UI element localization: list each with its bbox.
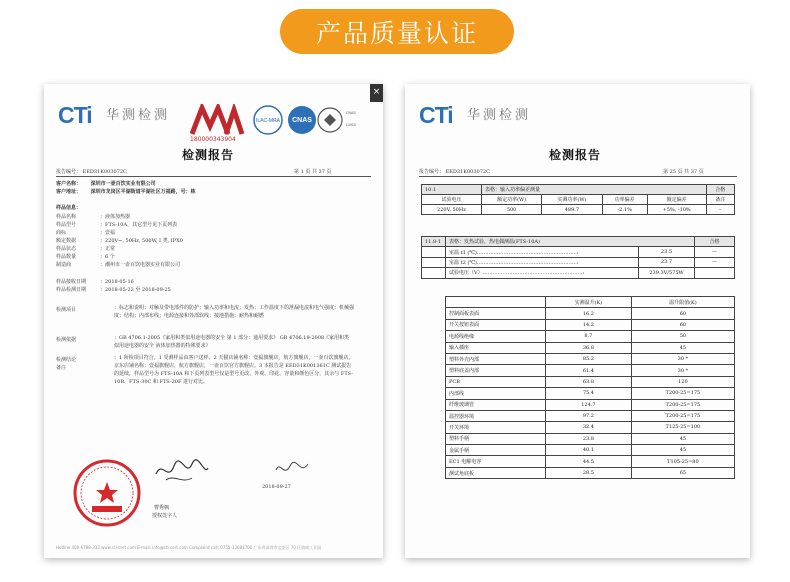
report-number: 报告编号： EED31K003072C (56, 169, 127, 175)
table-cell: 电源线绝缘 (446, 331, 546, 342)
field-row (56, 278, 134, 285)
table-row (422, 257, 735, 267)
clause-cell: 11.8-1 (422, 237, 446, 247)
temperature-rise-table (445, 296, 735, 479)
table-cell: T200-25=175 (631, 399, 734, 410)
cnas-logo-icon (288, 106, 316, 134)
page-number: 第 25 页 共 37 页 (663, 169, 704, 175)
table-cell: 45 (631, 445, 734, 456)
table-cell: 塑料底盖内部 (446, 365, 546, 376)
cnas-testing-logo-icon (318, 108, 356, 132)
table-cell: 开关按钮表面 (446, 319, 546, 330)
field-key: 样品型号 (56, 222, 77, 228)
footer-text: Hotline 400-6788-333 www.cti-cert.com E-mail: info@cti-cert.com Complaint call: 0755-33681700 广东省深圳市宝安区 70 区鸿威工业园 (56, 545, 322, 550)
notes-text: ：1 所检项目符合。1 受测样品由客户送样。2 天猫店铺名称：壹福旗舰店，航方旗舰店，一壶百饮旗舰店。京东店铺名称：壹福旗舰店，航方旗舰店，一壶百饮官方旗舰店。3 本报告是 EED31K001361C 测试报告的延续，样品型号为 FTS-10A 和下页列表型号仅是型号更改，外观、印花、容量和颜色区分，其余与 FTS-10B、FTS-30C 和 FTS-20F 进行对比。 (114, 355, 354, 385)
table-cell: 489.7 (542, 205, 602, 215)
table-cell: 16.2 (546, 308, 632, 319)
field-value: ：2018-05-22 至 2018-09-25 (100, 287, 171, 293)
table-cell (695, 268, 735, 278)
cti-logo (419, 102, 453, 129)
table-cell: 63.8 (546, 376, 632, 387)
table-heading: 表格：发热试验，热电偶测温(FTS-10A) (446, 237, 695, 247)
table-cell: 23.7 (638, 257, 694, 267)
address-value: 深圳市龙岗区平湖街道平湖社区万福路，号：栋 (90, 189, 196, 195)
table-header-cell: 温升限值(K) (631, 297, 734, 308)
cti-logo-cn: 华测检测 (467, 108, 532, 123)
table-row (446, 467, 735, 478)
table-cell: 124.7 (546, 399, 632, 410)
basis-text: ：GB 4706.1-2005《家用和类似用途电器的安全 第 1 部分：通用要求》 GB 4706.19-2008《家用和类似用途电器的安全 液体加热器的特殊要求》 (114, 335, 350, 349)
table-cell: – (706, 205, 735, 215)
divider (419, 176, 737, 177)
report-title: 检测报告 (549, 148, 602, 162)
table-cell: 50 (631, 331, 734, 342)
table-row (446, 353, 735, 364)
table-cell: 开关环境 (446, 422, 546, 433)
field-key: 样品名称 (56, 214, 77, 220)
table-cell: PCB (446, 376, 546, 387)
client-value: 深圳市一壶百饮实业有限公司 (90, 181, 156, 187)
table-row (446, 376, 735, 387)
notes-label: 备注 (56, 365, 67, 371)
table-cell: 控制面板表面 (446, 308, 546, 319)
table-row (446, 331, 735, 342)
field-key: 样品数量 (56, 254, 77, 260)
field-row (56, 221, 177, 228)
table-row (446, 410, 735, 421)
field-value: ：6 个 (100, 254, 115, 260)
table-cell: 500 (481, 205, 541, 215)
field-key: 样品接收日期 (56, 279, 87, 285)
table-cell: 61.4 (546, 365, 632, 376)
table-cell: 纤维玻璃管 (446, 399, 546, 410)
table-cell: 30 * (631, 365, 734, 376)
sample-info-heading (56, 204, 81, 211)
table-row (446, 365, 735, 376)
field-row (56, 245, 115, 252)
table-cell: T105-25=80 (631, 456, 734, 467)
table-cell: — (695, 247, 735, 257)
cti-logo-text: CTi (58, 102, 92, 128)
svg-text:L1919: L1919 (346, 123, 356, 127)
table-cell: T200-25=175 (631, 388, 734, 399)
table-cell: 23.5 (638, 247, 694, 257)
sign-date: 2018-09-27 (262, 484, 291, 490)
field-value: ：潮州市一壶百饮电器实业有限公司 (100, 262, 181, 268)
cti-logo-cn: 华测检测 (106, 108, 171, 123)
table-cell: 温控器环境 (446, 410, 546, 421)
table-cell: EC1 电解电容 (446, 456, 546, 467)
field-row (56, 237, 183, 244)
table-cell: 塑料手柄 (446, 433, 546, 444)
clause-cell: 10.1 (422, 185, 482, 195)
table-cell: 8.7 (546, 331, 632, 342)
table-row (446, 308, 735, 319)
table-row (446, 433, 735, 444)
table-header-cell: 额定偏差 (647, 195, 706, 205)
divider (56, 176, 371, 177)
report-table-page[interactable] (405, 84, 750, 558)
table-cell: 内部线 (446, 388, 546, 399)
table-cell: -2.1% (602, 205, 647, 215)
table-cell: 120 (631, 376, 734, 387)
signer-role: 授权签字人 (152, 513, 178, 519)
table-cell: 30 * (631, 353, 734, 364)
table-cell: 28.5 (546, 467, 632, 478)
table-cell: — (695, 257, 735, 267)
table-row (446, 319, 735, 330)
report-number: 报告编号： EED31K003072C (419, 169, 490, 175)
field-key: 额定数据 (56, 238, 77, 244)
table-cell: 23.8 (546, 433, 632, 444)
table-cell: 金属手柄 (446, 445, 546, 456)
close-icon[interactable]: × (370, 84, 383, 102)
approver-signature-icon (272, 456, 312, 482)
table-row (446, 388, 735, 399)
table-cell: T125-25=100 (631, 422, 734, 433)
table-row (446, 342, 735, 353)
field-value: ：正常 (100, 246, 116, 252)
field-key: 样品检测日期 (56, 287, 87, 293)
sample-info-label: 样品信息： (56, 205, 82, 211)
table-row (446, 399, 735, 410)
table-row (446, 445, 735, 456)
table-row (422, 247, 735, 257)
table-cell: 220V, 50Hz (422, 205, 482, 215)
svg-text:ILAC-MRA: ILAC-MRA (256, 118, 280, 124)
table-header-cell: 额定功率(W) (481, 195, 541, 205)
report-cover-page[interactable] (44, 84, 383, 558)
report-title: 检测报告 (182, 148, 235, 162)
certification-logos (190, 104, 360, 140)
field-row (56, 261, 180, 268)
table-row (446, 456, 735, 467)
field-key: 制造商 (56, 262, 72, 268)
table-header-cell: 功率偏差 (602, 195, 647, 205)
table-header-cell: 试验电压 (422, 195, 482, 205)
table-cell: 44.5 (546, 456, 632, 467)
address-label: 客户地址： (56, 189, 82, 195)
field-key: 商标 (56, 230, 67, 236)
table-cell: 239.3V/575W (638, 268, 694, 278)
table-cell: +5%, -10% (647, 205, 706, 215)
field-value: ：液体加热器 (100, 214, 131, 220)
field-row (56, 286, 171, 293)
table-header-cell: 实测温升(K) (546, 297, 632, 308)
table-cell: 室温 t2 (℃)……………………………………………………: (446, 257, 639, 267)
field-value: ：2018-05-16 (100, 279, 134, 285)
verdict-cell: 合格 (706, 185, 735, 195)
cti-logo-text: CTi (419, 102, 453, 128)
field-value: ：FTS-10A，其它型号见下页列表 (100, 222, 178, 228)
svg-text:CNAS: CNAS (292, 117, 312, 124)
address-row (56, 188, 196, 195)
table-heading: 表格：输入功率偏差测量 (481, 185, 706, 195)
table-cell: 60 (631, 319, 734, 330)
basis-label: 检测依据 (56, 337, 77, 343)
section-banner (280, 9, 514, 54)
table-cell: 45 (631, 433, 734, 444)
table-cell: 输入插座 (446, 342, 546, 353)
table-row (422, 268, 735, 278)
items-label: 检测项目 (56, 307, 77, 313)
banner-title: 产品质量认证 (315, 18, 478, 48)
table-header-cell (446, 297, 546, 308)
signature-icon (152, 456, 212, 486)
power-deviation-table (421, 184, 735, 215)
table-cell: 32.4 (546, 422, 632, 433)
table-cell: 测试角底板 (446, 467, 546, 478)
table-cell: T200-25=175 (631, 410, 734, 421)
signer-name: 曹秀枫 (154, 505, 170, 511)
svg-text:CNAS: CNAS (346, 111, 356, 115)
table-cell: 45 (631, 342, 734, 353)
table-cell: 97.2 (546, 410, 632, 421)
page-number: 第 1 页 共 37 页 (294, 169, 332, 175)
field-value: ：壹福 (100, 230, 116, 236)
field-row (56, 213, 130, 220)
table-cell: 85.2 (546, 353, 632, 364)
table-cell: 塑料外壳内部 (446, 353, 546, 364)
client-row (56, 180, 156, 187)
table-header-cell: 备注 (706, 195, 735, 205)
field-value: ：220V~, 50Hz, 500W, I 类, IPX0 (100, 238, 183, 244)
client-label: 客户名称： (56, 181, 82, 187)
table-cell: 试验电压（V）……………………………………………………: (446, 268, 639, 278)
cma-logo-icon (192, 108, 242, 134)
conclusion-label: 检测结论 (56, 357, 77, 363)
table-cell: 75.4 (546, 388, 632, 399)
verdict-cell: 合格 (695, 237, 735, 247)
company-seal-icon (72, 458, 142, 528)
cti-logo (58, 102, 92, 129)
table-cell: 40.1 (546, 445, 632, 456)
table-cell: 室温 t1 (℃)……………………………………………………: (446, 247, 639, 257)
field-row (56, 229, 115, 236)
table-cell: 65 (631, 467, 734, 478)
table-row (446, 422, 735, 433)
items-text: ：标志和说明；对触及带电部件的防护；输入功率和电流；发热；工作温度下的泄漏电流和电气强度；机械强度；结构；内部布线；电源连接和外部软线；接地措施；耐热和耐燃 (114, 305, 355, 319)
table-cell: 14.2 (546, 319, 632, 330)
field-row (56, 253, 115, 260)
table-header-cell: 实测功率(W) (542, 195, 602, 205)
field-key: 样品状态 (56, 246, 77, 252)
table-cell: 60 (631, 308, 734, 319)
heating-test-table (421, 236, 735, 279)
ilac-mra-logo-icon (254, 106, 282, 134)
ma-code: 180000343904 (190, 136, 236, 143)
table-cell: 36.8 (546, 342, 632, 353)
table-row (422, 205, 735, 215)
